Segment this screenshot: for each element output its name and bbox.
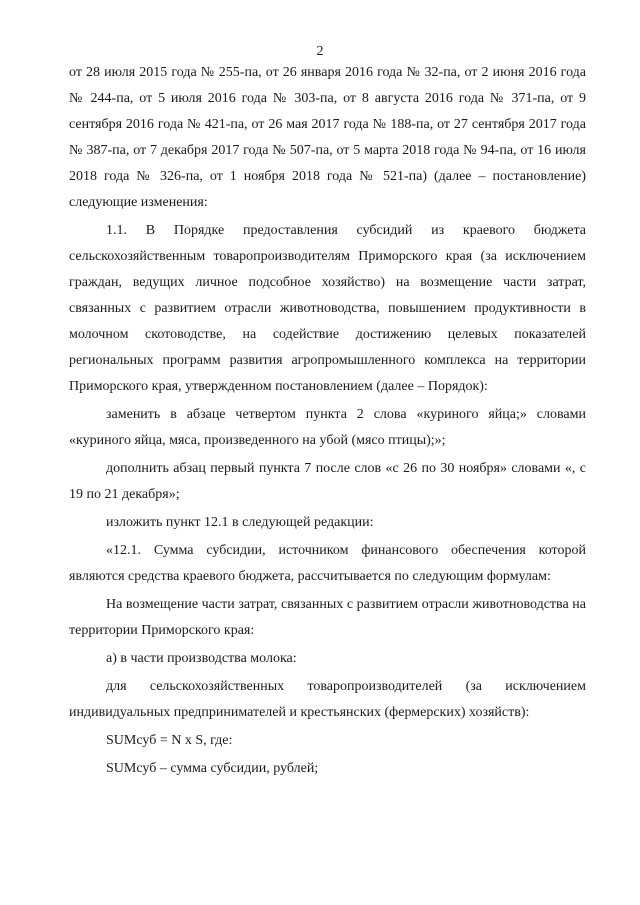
paragraph-replace-words: заменить в абзаце четвертом пункта 2 слова «куриного яйца;» словами «куриного яйца, мяса, произведенного на убой (мясо птицы);»;: [69, 407, 586, 448]
paragraph-12-1: «12.1. Сумма субсидии, источником финансового обеспечения которой являются средства краевого бюджета, рассчитывается по следующим формулам:: [69, 543, 586, 584]
paragraph-supplement: дополнить абзац первый пункта 7 после слов «с 26 по 30 ноября» словами «, с 19 по 21 декабря»;: [69, 461, 586, 502]
paragraph-amendment-list: от 28 июля 2015 года № 255-па, от 26 января 2016 года № 32-па, от 2 июня 2016 года № 244-па, от 5 июля 2016 года № 303-па, от 8 августа 2016 года № 371-па, от 9 сентября 2016 года № 421-па, от 26 мая 2017 года № 188-па, от 27 сентября 2017 года № 387-па, от 7 декабря 2017 года № 507-па, от 5 марта 2018 года № 94-па, от 16 июля 2018 года № 326-па, от 1 ноября 2018 года № 521-па) (далее – постановление) следующие изменения:: [69, 65, 586, 210]
formula: SUMсуб = N x S, где:: [106, 733, 233, 748]
paragraph-1-1: 1.1. В Порядке предоставления субсидий из краевого бюджета сельскохозяйственным товаропроизводителям Приморского края (за исключением граждан, ведущих личное подсобное хозяйство) на возмещение части затрат, связанных с развитием отрасли животноводства, повышением продуктивности в молочном скотоводстве, на содействие достижению целевых показателей региональных программ развития агропромышленного комплекса на территории Приморского края, утвержденном постановлением (далее – Порядок):: [69, 223, 586, 394]
document-body: [69, 60, 586, 782]
paragraph-restate: изложить пункт 12.1 в следующей редакции:: [106, 515, 374, 530]
paragraph-producers: для сельскохозяйственных товаропроизводителей (за исключением индивидуальных предпринимателей и крестьянских (фермерских) хозяйств):: [69, 679, 586, 720]
paragraph-livestock: На возмещение части затрат, связанных с развитием отрасли животноводства на территории Приморского края:: [69, 597, 586, 638]
page-number: 2: [316, 44, 324, 59]
formula-definition: SUMсуб – сумма субсидии, рублей;: [106, 761, 319, 776]
paragraph-milk: а) в части производства молока:: [106, 651, 297, 666]
